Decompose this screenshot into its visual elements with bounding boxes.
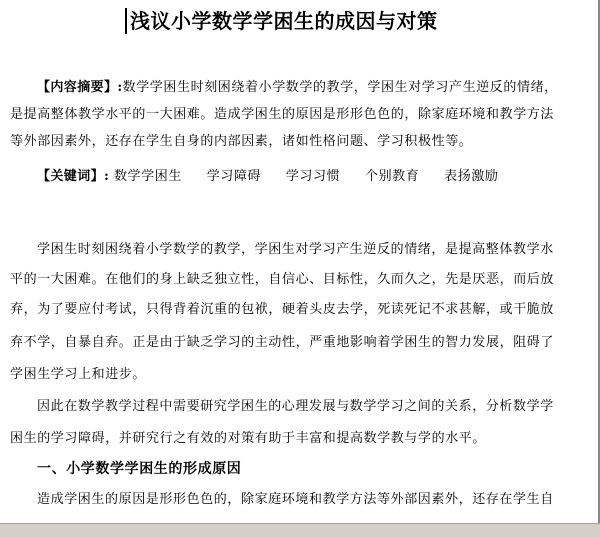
body-line: 造成学困生的原因是形形色色的，除家庭环境和教学方法等外部因素外，还存在学生自 (37, 492, 554, 507)
document-title: 浅议小学数学学困生的成因与对策 (130, 9, 438, 33)
keyword-item: 表扬激励 (444, 169, 499, 184)
abstract-line-2: 是提高整体教学水平的一大困难。造成学困生的原因是形形色色的，除家庭环境和教学方法 (10, 107, 555, 122)
body-line: 平的一大困难。在他们的身上缺乏独立性，自信心、目标性，久而久之，先是厌恶，而后放 (10, 272, 555, 287)
body-line: 学困生时刻困绕着小学数学的教学，学困生对学习产生逆反的情绪，是提高整体教学水 (37, 242, 554, 257)
abstract-line-3: 等外部因素外，还存在学生自身的内部因素，诸如性格问题、学习积极性等。 (10, 134, 473, 149)
section-heading: 一、小学数学学困生的形成原因 (37, 461, 242, 477)
abstract-text: 数学学困生时刻困绕着小学数学的教学，学困生对学习产生逆反的情绪， (122, 80, 558, 95)
keyword-item: 数学学困生 (113, 169, 182, 184)
keywords-line (37, 167, 519, 187)
body-line: 弃不学，自暴自弃。正是由于缺乏学习的主动性，严重地影响着学困生的智力发展，阻碍了 (10, 335, 555, 350)
text-cursor (125, 8, 127, 34)
body-line: 学困生学习上和进步。 (10, 367, 147, 382)
abstract-line-1 (37, 78, 558, 98)
keyword-item: 个别教育 (364, 169, 420, 184)
window-bottom-bar (0, 523, 600, 537)
abstract-label: 【内容摘要】: (37, 80, 123, 95)
body-line: 困生的学习障碍，并研究行之有效的对策有助于丰富和提高数学教与学的水平。 (10, 431, 487, 446)
body-line: 弃，为了要应付考试，只得背着沉重的包袱，硬着头皮去学，死读死记不求甚解，或干脆放 (10, 302, 555, 317)
keyword-item: 学习障碍 (206, 169, 262, 184)
keywords-label: 【关键词】: (37, 169, 110, 184)
keyword-item: 学习习惯 (285, 169, 341, 184)
body-line: 因此在数学教学过程中需要研究学困生的心理发展与数学学习之间的关系，分析数学学 (37, 399, 554, 414)
